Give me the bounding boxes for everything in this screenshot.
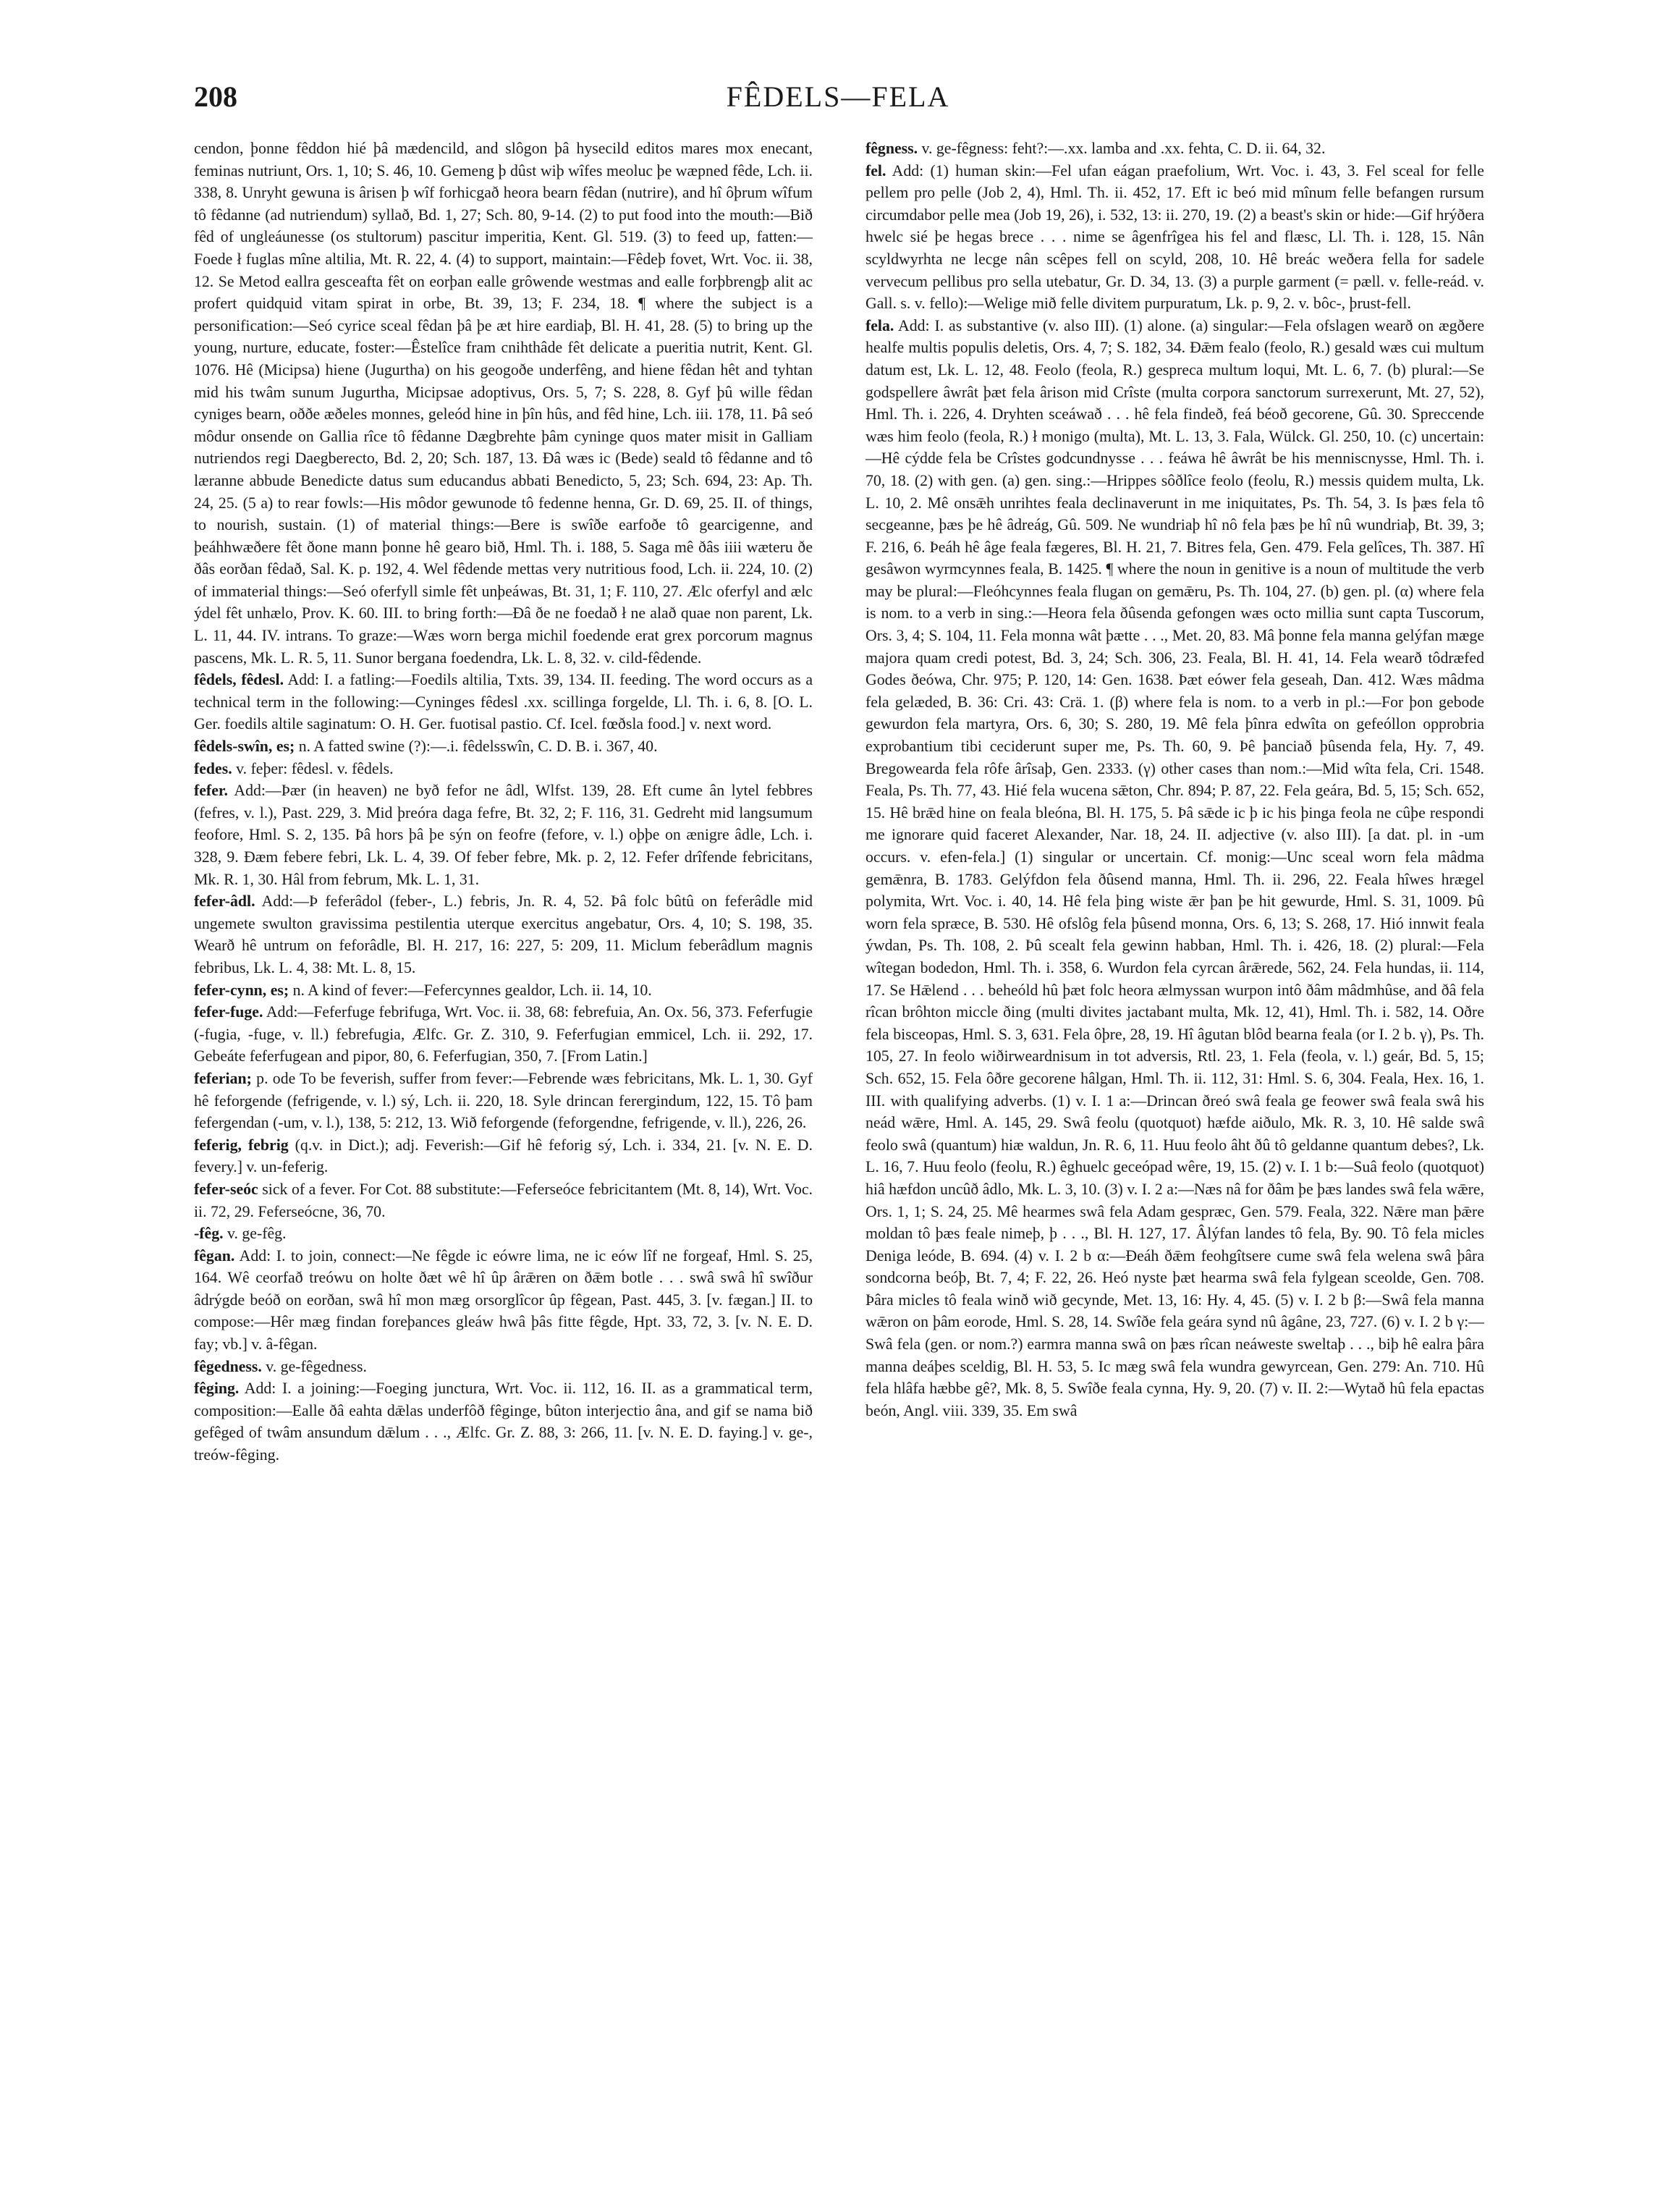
dictionary-entry xyxy=(865,160,1484,315)
entry-text: Add:—Þær (in heaven) ne byð fefor ne âdl, Wlfst. 139, 28. Eft cume ân lytel febbres (fefres, v. l.), Past. 229, 3. Mid þreóra daga fefre, Bt. 32, 2; F. 116, 31. Gedreht mid langsumum feofore, Hml. S. 2, 135. Þâ hors þâ þe sýn on feofre (fefore, v. l.) oþþe on ænigre âdle, Lch. i. 328, 9. Ðæm febere febri, Lk. L. 4, 39. Of feber febre, Mk. p. 2, 12. Fefer drîfende febricitans, Mk. R. 1, 30. Hâl from februm, Mk. L. 1, 31. xyxy=(194,782,813,888)
dictionary-entry xyxy=(194,1377,813,1466)
dictionary-entry xyxy=(194,1134,813,1178)
entry-headword: fêdels, fêdesl. xyxy=(194,671,284,689)
entry-text: v. feþer: fêdesl. v. fêdels. xyxy=(236,759,394,777)
entry-text: v. ge-fêgedness. xyxy=(266,1357,367,1375)
entry-headword: fêging. xyxy=(194,1380,240,1398)
entry-text: n. A kind of fever:—Fefercynnes gealdor, Lch. ii. 14, 10. xyxy=(292,981,652,999)
dictionary-entry xyxy=(194,1245,813,1356)
entry-headword: fefer-âdl. xyxy=(194,892,255,911)
dictionary-entry xyxy=(194,138,813,669)
entry-headword: fefer-fuge. xyxy=(194,1003,263,1021)
entry-text: Add: I. a fatling:—Foedils altilia, Txts. 39, 134. II. feeding. The word occurs as a technical term in the following:—Cyninges fêdesl .xx. scillinga forgelde, Ll. Th. i. 6, 8. [O. L. Ger. foedils altile saginatum: O. H. Ger. fuotisal pastio. Cf. Icel. fœðsla food.] v. next word. xyxy=(194,671,813,733)
entry-text: Add: (1) human skin:—Fel ufan eágan praefolium, Wrt. Voc. i. 43, 3. Fel sceal for felle pellem pro pelle (Job 2, 4), Hml. Th. ii. 452, 17. Eft ic beó mid mînum felle befangen rursum circumdabor pelle mea (Job 19, 26), i. 532, 13: ii. 270, 19. (2) a beast's skin or hide:—Gif hrýðera hwelc sié þe hegas brece . . . nime se âgenfrîgea his fel and flæsc, Ll. Th. i. 128, 15. Nân scyldwyrhta ne lecge nân scêpes fell on scyld, 208, 10. Hê breác weðera fella for sadele vervecum pellibus pro sella utebatur, Gr. D. 34, 13. (3) a purple garment (= pæll. v. felle-reád. v. Gall. s. v. fello):—Welige mið felle divitem purpuratum, Lk. p. 9, 2. v. bôc-, þrust-fell. xyxy=(865,161,1484,313)
dictionary-entry xyxy=(194,890,813,979)
entry-headword: -fêg. xyxy=(194,1225,224,1243)
entry-headword: fêgness. xyxy=(865,140,918,157)
entry-text: v. ge-fêg. xyxy=(227,1225,287,1243)
entry-headword: fefer-cynn, es; xyxy=(194,981,289,999)
entry-headword: feferig, febrig xyxy=(194,1136,289,1154)
entry-headword: fêgan. xyxy=(194,1246,235,1265)
entry-text: p. ode To be feverish, suffer from fever:—Febrende wæs febricitans, Mk. L. 1, 30. Gyf hê feforgende (fefrigende, v. l.) sý, Lch. ii. 220, 18. Syle drincan ferergindum, 122, 15. Tô þam fefergendan (-um, v. l.), 138, 5: 212, 13. Wið feforgende (feforgendne, fefrigende, v. ll.), 226, 26. xyxy=(194,1069,813,1132)
dictionary-entry xyxy=(194,1068,813,1134)
dictionary-entry xyxy=(194,979,813,1002)
dictionary-entry xyxy=(194,1178,813,1223)
left-column xyxy=(194,138,813,2186)
dictionary-entry xyxy=(194,735,813,758)
entry-headword: fêdels-swîn, es; xyxy=(194,738,295,756)
entry-text: Add: I. as substantive (v. also III). (1) alone. (a) singular:—Fela ofslagen wearð on ægðere healfe multis populis deletis, Ors. 4, 7; S. 182, 34. Ðǣm fealo (feolo, R.) gesald wæs cui multum datum est, Lk. L. 12, 48. Feolo (feola, R.) gespreca multum loqui, Mt. L. 6, 7. (b) plural:—Se godspellere âwrât þæt fela ârison mid Crîste (multa corpora sanctorum surrexerunt, Mt. 27, 52), Hml. Th. i. 226, 4. Dryhten sceáwað . . . hê fela findeð, feá béoð gecorene, Gû. 30. Spreccende wæs him feolo (feola, R.) ł monigo (multa), Mt. L. 13, 3. Fala, Wülck. Gl. 250, 10. (c) uncertain:—Hê cýdde fela be Crîstes godcundnysse . . . feáwa hê âwrât be his menniscnysse, Hml. Th. i. 70, 18. (2) with gen. (a) gen. sing.:—Hrippes sôðlîce feolo (feolu, R.) messis quidem multa, Lk. L. 10, 2. Mê onsǣh unrihtes feala declinaverunt in me iniquitates, Ps. Th. 54, 3. Is þæs fela tô secgeanne, þæs þe hê âdreág, Gû. 509. Ne wundriaþ hî nô fela þæs þe hî nû wundriaþ, Bt. 39, 3; F. 216, 6. Þeáh hê âge feala fægeres, Bl. H. 21, 7. Bitres fela, Gen. 479. Fela gelîces, Th. 387. Hî gesâwon wyrmcynnes feala, B. 1425. ¶ where the noun in genitive is a noun of multitude the verb may be plural:—Fleóhcynnes feala flugan on gemǣru, Ps. Th. 104, 27. (b) gen. pl. (α) where fela is nom. to a verb in sing.:—Heora fela ðûsenda gefongen wæs octo millia sunt capta Tuscorum, Ors. 3, 4; S. 104, 11. Fela monna wât þætte . . ., Met. 20, 83. Mâ þonne fela manna gelýfan mæge majora quam credi potest, Bd. 3, 24; Sch. 306, 23. Feala, Bl. H. 41, 14. Fela wearð tôdræfed Godes ðeówa, Chr. 975; P. 120, 14: Gen. 1638. Þæt eówer fela geseah, Dan. 412. Wæs mâdma fela gelæded, B. 36: Cri. 43: Crä. 1. (β) where fela is nom. to a verb in pl.:—For þon gebode gewurdon fela martyra, Ors. 6, 30; S. 280, 19. Mê fela þînra edwîta on gefeóllon opprobria exprobantium tibi ceciderunt super me, Ps. Th. 60, 9. Þê þanciað þûsenda fela, Hy. 7, 49. Bregowearda fela rôfe ârîsaþ, Gen. 2333. (γ) other cases than nom.:—Mid wîta fela, Cri. 1548. Feala, Ps. Th. 77, 43. Hié fela wucena sǣton, Chr. 894; P. 87, 22. Fela geára, Bd. 5, 15; Sch. 652, 15. Hê brǣd hine on feala bleóna, Bl. H. 175, 5. Þâ sǣde ic þ ic his þinga feola ne cûþe respondi me ignorare quid faceret Alexander, Nar. 18, 24. II. adjective (v. also III). [a dat. pl. in -um occurs. v. efen-fela.] (1) singular or uncertain. Cf. monig:—Unc sceal worn fela mâdma gemǣnra, B. 1783. Gelýfdon fela ðûsend manna, Hml. Th. ii. 296, 22. Feala hîwes hrægel polymita, Wrt. Voc. i. 40, 14. Hê fela þing wiste ǣr þan þe hit gewurde, Hml. S. 31, 1009. Þû worn fela spræce, B. 530. Hê ofslôg fela þûsend monna, Ors. 6, 13; S. 268, 17. Hió innwit feala ýwdan, Ps. Th. 108, 2. Þû scealt fela gewinn habban, Hml. Th. i. 426, 18. (2) plural:—Fela wîtegan bodedon, Hml. Th. i. 358, 6. Wurdon fela cyrcan ârǣrede, 562, 24. Fela hundas, ii. 114, 17. Se Hǣlend . . . beheóld hû þæt folc heora ælmyssan wurpon intô ðâm mâdmhûse, and ðâ fela rîcan brôhton miccle ðing (multi divites jactabant multa, Mk. 12, 41), Hml. Th. i. 582, 14. Oðre fela bisceopas, Hml. S. 3, 631. Fela ôþre, 28, 19. Hî âgutan blôd bearna feala (or I. 2 b. γ), Ps. Th. 105, 27. In feolo wiðirweardnisum in tot adversis, Rtl. 23, 1. Fela (feola, v. l.) geár, Bd. 5, 15; Sch. 652, 15. Fela ôðre gecorene hâlgan, Hml. Th. ii. 112, 31: Hml. S. 6, 304. Feala, Hex. 16, 1. III. with qualifying adverbs. (1) v. I. 1 a:—Drincan ðreó swâ feala ge feower swâ feala swâ his neád wǣre, Hml. A. 145, 29. Swâ feolu (quotquot) hæfde aiðulo, Mk. R. 3, 10. Hê salde swâ feolo swâ (quantum) hiæ waldun, Jn. R. 6, 11. Huu feolo âht ðû tô geldanne quantum debes?, Lk. L. 16, 7. Huu feolo (feolu, R.) êghuelc geceópad wêre, 19, 15. (2) v. I. 1 b:—Suâ feolo (quotquot) hiâ hæfdon uncûð âdlo, Mk. L. 3, 10. (3) v. I. 2 a:—Næs nâ for ðâm þe þæs landes swâ fela wǣre, Ors. 1, 1; S. 24, 25. Mê hearmes swâ fela Adam gespræc, Gen. 579. Feala, 322. Nǣre man þǣre moldan tô þæs feale nimeþ, þ . . ., Bl. H. 127, 17. Âlýfan landes tô fela, By. 90. Tô fela micles Deniga leóde, B. 694. (4) v. I. 2 b α:—Ðeáh ðǣm feohgîtsere cume swâ fela welena swâ þâra sondcorna beóþ, Bt. 7, 4; F. 22, 26. Heó nyste þæt hearma swâ fela fylgean sceolde, Gen. 708. Þâra micles tô feala winð wið gecynde, Met. 13, 16: Hy. 4, 45. (5) v. I. 2 b β:—Swâ fela manna wǣron on þâm eorode, Hml. S. 28, 14. Swîðe fela geára synd nû âgâne, 23, 727. (6) v. I. 2 b γ:—Swâ fela (gen. or nom.?) earmra manna swâ on þæs rîcan neáweste sweltaþ . . ., biþ hê ealra þâra manna deáþes sceldig, Bl. H. 53, 5. Ic mæg swâ fela wundra gewyrcean, Gen. 279: An. 710. Hû fela hlâfa hæbbe gê?, Mk. 8, 5. Swîðe feala cynna, Hy. 9, 20. (7) v. II. 2:—Wytað hû fela epactas beón, Angl. viii. 339, 35. Em swâ xyxy=(865,316,1484,1419)
entry-text: n. A fatted swine (?):—.i. fêdelsswîn, C. D. B. i. 367, 40. xyxy=(298,738,658,756)
page-number: 208 xyxy=(194,80,237,113)
dictionary-entry xyxy=(194,669,813,735)
entry-text: sick of a fever. For Cot. 88 substitute:—Feferseóce febricitantem (Mt. 8, 14), Wrt. Voc. ii. 72, 29. Feferseócne, 36, 70. xyxy=(194,1180,813,1220)
dictionary-entry xyxy=(194,1223,813,1245)
entry-text: Add: I. to join, connect:—Ne fêgde ic eówre lima, ne ic eów lîf ne forgeaf, Hml. S. 25, 164. Wê ceorfað treówu on holte ðæt wê hî ûp ârǣren on ðǣm botle . . . swâ swâ hî swîður âdrýgde beóð on eorðan, swâ hî mon mæg orsorglîcor ûp fêgean, Past. 445, 3. [v. fægan.] II. to compose:—Hêr mæg findan foreþances gleáw hwâ þâs fitte fêgde, Hpt. 33, 72, 3. [v. N. E. D. fay; vb.] v. â-fêgan. xyxy=(194,1246,813,1354)
entry-headword: fedes. xyxy=(194,759,232,777)
entry-text: (q.v. in Dict.); adj. Feverish:—Gif hê feforig sý, Lch. i. 334, 21. [v. N. E. D. fevery.] v. un-feferig. xyxy=(194,1136,813,1176)
entry-text: Add:—Þ feferâdol (feber-, L.) febris, Jn. R. 4, 52. Þâ folc bûtû on feferâdle mid ungemete swulton gravissima pestilentia uterque exercitus angebatur, Ors. 4, 10; S. 198, 35. Wearð hê untrum on feforâdle, Bl. H. 217, 16: 227, 5: 209, 11. Miclum feberâdlum magnis febribus, Lk. L. 4, 38: Mt. L. 8, 15. xyxy=(194,892,813,976)
dictionary-entry xyxy=(194,758,813,780)
right-column xyxy=(865,138,1484,2186)
running-head: FÊDELS—FELA xyxy=(726,80,950,113)
entry-headword: fela. xyxy=(865,316,894,334)
entry-text: cendon, þonne fêddon hié þâ mædencild, and slôgon þâ hysecild editos mares mox enecant, feminas nutriunt, Ors. 1, 10; S. 46, 10. Gemeng þ dûst wiþ wîfes meoluc þe wæpned fêde, Lch. ii. 338, 8. Unryht gewuna is ârisen þ wîf forhicgað heora bearn fêdan (nutrire), and hî ôþrum wîfum tô fêdanne (ad nutriendum) syllað, Bd. 1, 27; Sch. 80, 9-14. (2) to put food into the mouth:—Bið fêd of ungleáunesse (os stultorum) pascitur imperitia, Kent. Gl. 519. (3) to feed up, fatten:—Foede ł fuglas mîne altilia, Mt. R. 22, 4. (4) to support, maintain:—Fêdeþ fovet, Wrt. Voc. ii. 38, 12. Se Metod eallra gesceafta fêt on eorþan ealle grôwende westmas and ealle forþbrengþ alit ac profert quidquid vitam spirat in orbe, Bt. 39, 13; F. 234, 18. ¶ where the subject is a personification:—Seó cyrice sceal fêdan þâ þe æt hire eardiaþ, Bl. H. 41, 28. (5) to bring up the young, nurture, educate, foster:—Êstelîce fram cnihthâde fêt delicate a pueritia nutrit, Kent. Gl. 1076. Hê (Micipsa) hiene (Jugurtha) on his geogoðe underfêng, and hiene fêdan hêt and tyhtan mid his twâm sunum Jugurtha, Micipsae adoptivus, Ors. 5, 7; S. 228, 8. Gyf þû wille fêdan cyniges bearn, oððe æðeles monnes, geleód hine in þîn hûs, and fêd hine, Lch. iii. 178, 11. Þâ seó môdur onsende on Gallia rîce tô fêdanne Dægbrehte þâm cyninge quos mater misit in Galliam nutriendos regi Daegberecto, Bd. 2, 20; Sch. 187, 13. Ðâ wæs ic (Bede) seald tô fêdanne and tô læranne abbude Benedicte datus sum educandus abbati Benedicto, 5, 23; Sch. 694, 23: Ap. Th. 24, 25. (5 a) to rear fowls:—His môdor gewunode tô fedenne henna, Gr. D. 69, 25. II. of things, to nourish, sustain. (1) of material things:—Bere is swîðe earfoðe tô gearcigenne, and þeáhhwæðere fêt ðone mann þonne hê gearo bið, Hml. Th. i. 188, 5. Saga mê ðâs iiii wæteru ðe ðâs eorðan fêdað, Sal. K. p. 192, 4. Wel fêdende mettas very nutritious food, Lch. ii. 224, 10. (2) of immaterial things:—Seó oferfyll simle fêt unþeáwas, Bt. 31, 1; F. 110, 27. Ælc oferfyl and ælc ýdel fêt unhælo, Prov. K. 60. III. to bring forth:—Ðâ ðe ne foedað ł ne alað quae non parent, Lk. L. 11, 44. IV. intrans. To graze:—Wæs worn bergа michil foedende erat grex porcorum magnus pascens, Mk. L. R. 5, 11. Sunor bergana foedendra, Lk. L. 8, 32. v. cild-fêdende. xyxy=(194,140,813,667)
entry-text: Add:—Feferfuge febrifuga, Wrt. Voc. ii. 38, 68: febrefuia, An. Ox. 56, 373. Feferfugie (-fugia, -fuge, v. ll.) febrefugia, Ælfc. Gr. Z. 310, 9. Feferfugian emmicel, Lch. ii. 292, 17. Gebeáte feferfugean and pipor, 80, 6. Feferfugian, 350, 7. [From Latin.] xyxy=(194,1003,813,1065)
entry-headword: fefer. xyxy=(194,782,228,800)
dictionary-entry xyxy=(865,315,1484,1422)
dictionary-entry xyxy=(194,1356,813,1378)
dictionary-entry xyxy=(865,138,1484,160)
page-header xyxy=(194,80,1482,123)
entry-text: v. ge-fêgness: feht?:—.xx. lamba and .xx. fehta, C. D. ii. 64, 32. xyxy=(921,140,1326,157)
dictionary-entry xyxy=(194,1001,813,1068)
entry-headword: feferian; xyxy=(194,1069,252,1087)
dictionary-entry xyxy=(194,780,813,890)
entry-text: Add: I. a joining:—Foeging junctura, Wrt. Voc. ii. 112, 16. II. as a grammatical term, composition:—Ealle ðâ eahta dǣlas underfôð fêginge, bûton interjectio âna, and gif se nama bið gefêged of twâm ansundum dǣlum . . ., Ælfc. Gr. Z. 88, 3: 266, 11. [v. N. E. D. faying.] v. ge-, treów-fêging. xyxy=(194,1380,813,1464)
entry-headword: fefer-seóc xyxy=(194,1180,258,1198)
entry-headword: fêgedness. xyxy=(194,1357,262,1375)
entry-headword: fel. xyxy=(865,161,886,180)
